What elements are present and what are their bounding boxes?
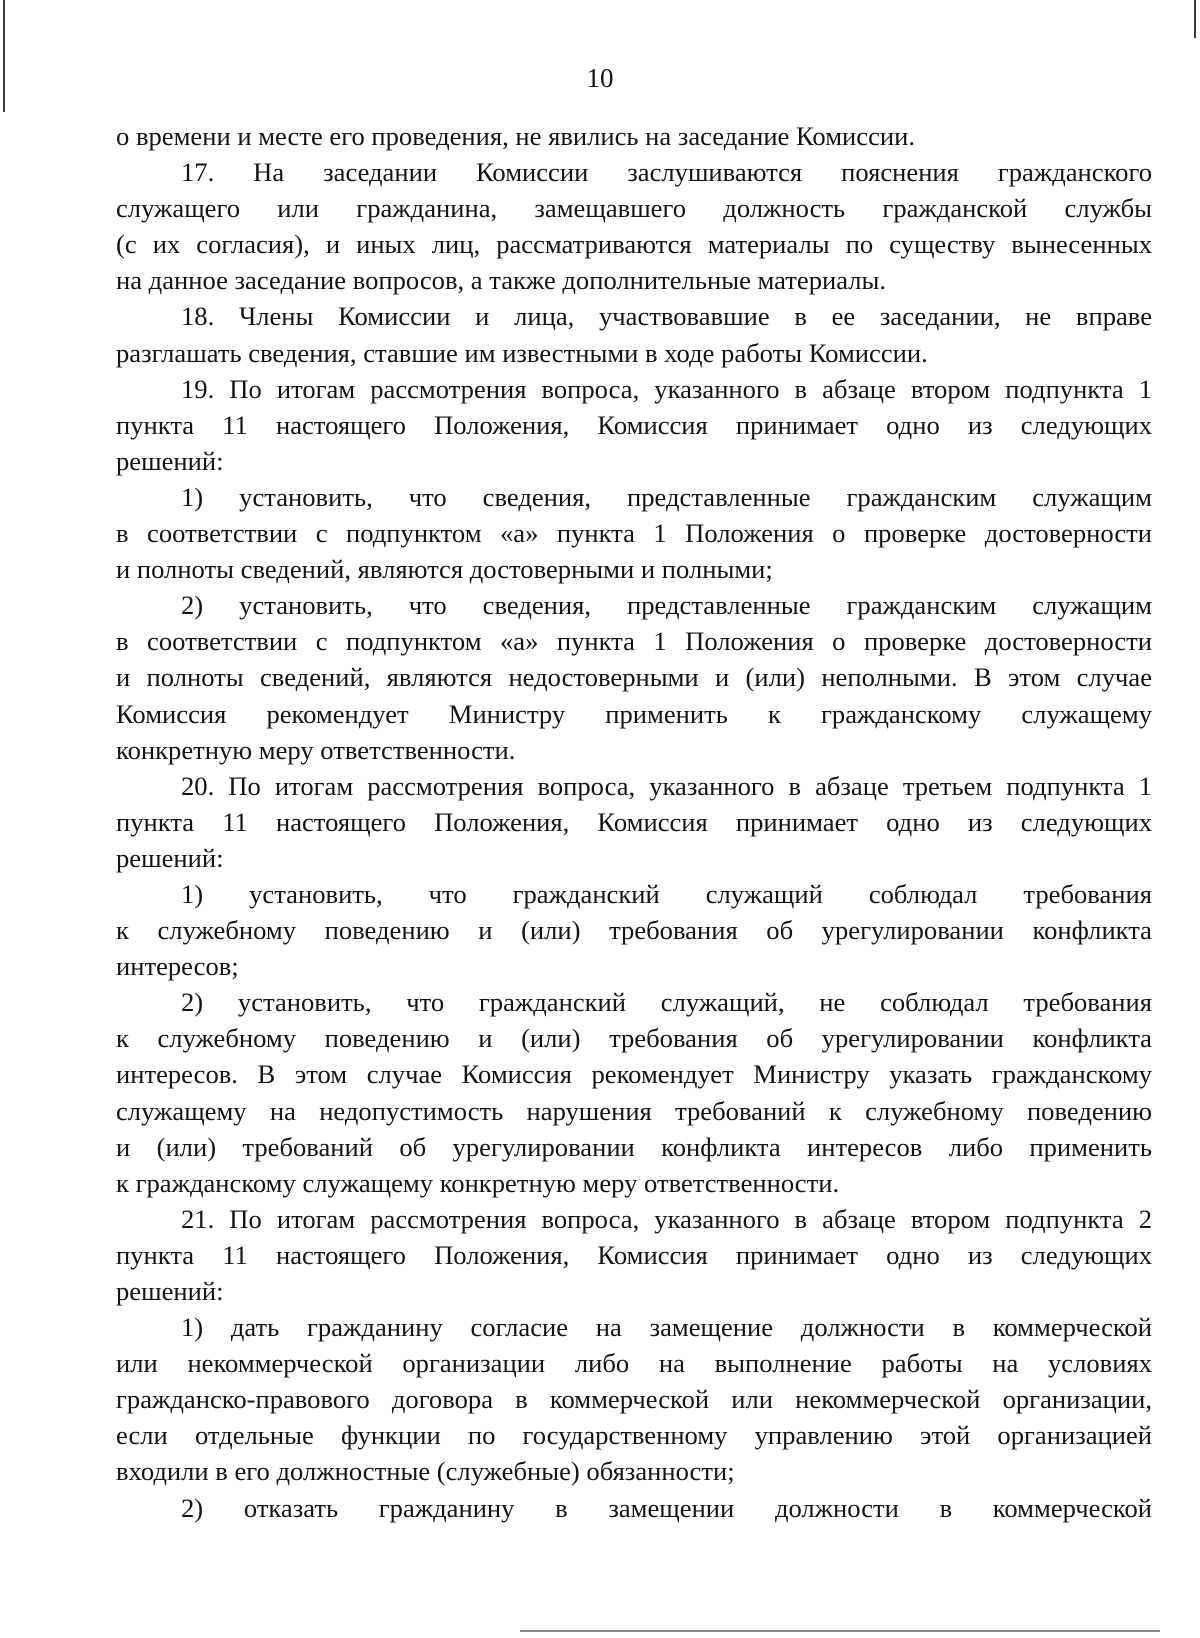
scan-edge-right [1194, 0, 1196, 38]
page-number: 10 [586, 63, 614, 93]
text-line: к служебному поведению и (или) требования об урегулировании конфликта [116, 915, 1152, 946]
text-line: решений: [116, 1276, 224, 1306]
text-line: конкретную меру ответственности. [116, 734, 516, 765]
text-line: 1) дать гражданину согласие на замещение должности в коммерческой [181, 1312, 1152, 1343]
text-line: на данное заседание вопросов, а также дополнительные материалы. [116, 265, 887, 296]
text-line: 21. По итогам рассмотрения вопроса, указанного в абзаце втором подпункта 2 [181, 1203, 1152, 1234]
scan-edge-left [3, 0, 5, 112]
text-line: интересов. В этом случае Комиссия рекомендует Министру указать гражданскому [116, 1059, 1152, 1090]
text-line: 2) установить, что гражданский служащий, не соблюдал требования [181, 987, 1152, 1018]
text-line: 17. На заседании Комиссии заслушиваются пояснения гражданского [181, 157, 1152, 188]
text-line: 20. По итогам рассмотрения вопроса, указанного в абзаце третьем подпункта 1 [181, 770, 1152, 801]
text-line: (с их согласия), и иных лиц, рассматриваются материалы по существу вынесенных [116, 229, 1152, 260]
text-line: 2) отказать гражданину в замещении должности в коммерческой [181, 1492, 1152, 1523]
text-line: в соответствии с подпунктом «а» пункта 1 Положения о проверке достоверности [116, 626, 1152, 657]
text-line: к гражданскому служащему конкретную меру ответственности. [116, 1167, 840, 1198]
text-line: 2) установить, что сведения, представленные гражданским служащим [181, 590, 1152, 621]
text-line: решений: [116, 842, 224, 873]
text-line: если отдельные функции по государственному управлению этой организацией [116, 1420, 1152, 1451]
text-line: решений: [116, 445, 224, 476]
text-line: и (или) требований об урегулировании конфликта интересов либо применить [116, 1131, 1152, 1162]
text-line: в соответствии с подпунктом «а» пункта 1 Положения о проверке достоверности [116, 518, 1152, 549]
text-line: разглашать сведения, ставшие им известными в ходе работы Комиссии. [116, 337, 928, 368]
text-line: или некоммерческой организации либо на выполнение работы на условиях [116, 1348, 1152, 1379]
text-line: о времени и месте его проведения, не явились на заседание Комиссии. [116, 121, 915, 151]
text-line: и полноты сведений, являются достоверными и полными; [116, 554, 773, 585]
text-line: интересов; [116, 951, 239, 982]
text-line: служащему на недопустимость нарушения требований к служебному поведению [116, 1095, 1152, 1126]
text-line: входили в его должностные (служебные) обязанности; [116, 1456, 735, 1487]
scan-bottom-edge [520, 1630, 1160, 1632]
text-line: Комиссия рекомендует Министру применить к гражданскому служащему [116, 698, 1152, 729]
text-line: 18. Члены Комиссии и лица, участвовавшие в ее заседании, не вправе [181, 301, 1152, 332]
text-line: пункта 11 настоящего Положения, Комиссия принимает одно из следующих [116, 409, 1152, 440]
text-line: к служебному поведению и (или) требования об урегулировании конфликта [116, 1023, 1152, 1054]
text-line: пункта 11 настоящего Положения, Комиссия принимает одно из следующих [116, 1239, 1152, 1270]
text-line: гражданско-правового договора в коммерческой или некоммерческой организации, [116, 1384, 1152, 1415]
text-line: 1) установить, что сведения, представленные гражданским служащим [181, 481, 1152, 512]
document-body [116, 118, 1152, 1526]
text-line: 19. По итогам рассмотрения вопроса, указанного в абзаце втором подпункта 1 [181, 373, 1152, 404]
text-line: и полноты сведений, являются недостоверными и (или) неполными. В этом случае [116, 662, 1152, 693]
text-line: служащего или гражданина, замещавшего должность гражданской службы [116, 193, 1152, 224]
text-line: 1) установить, что гражданский служащий соблюдал требования [181, 878, 1152, 909]
text-line: пункта 11 настоящего Положения, Комиссия принимает одно из следующих [116, 806, 1152, 837]
